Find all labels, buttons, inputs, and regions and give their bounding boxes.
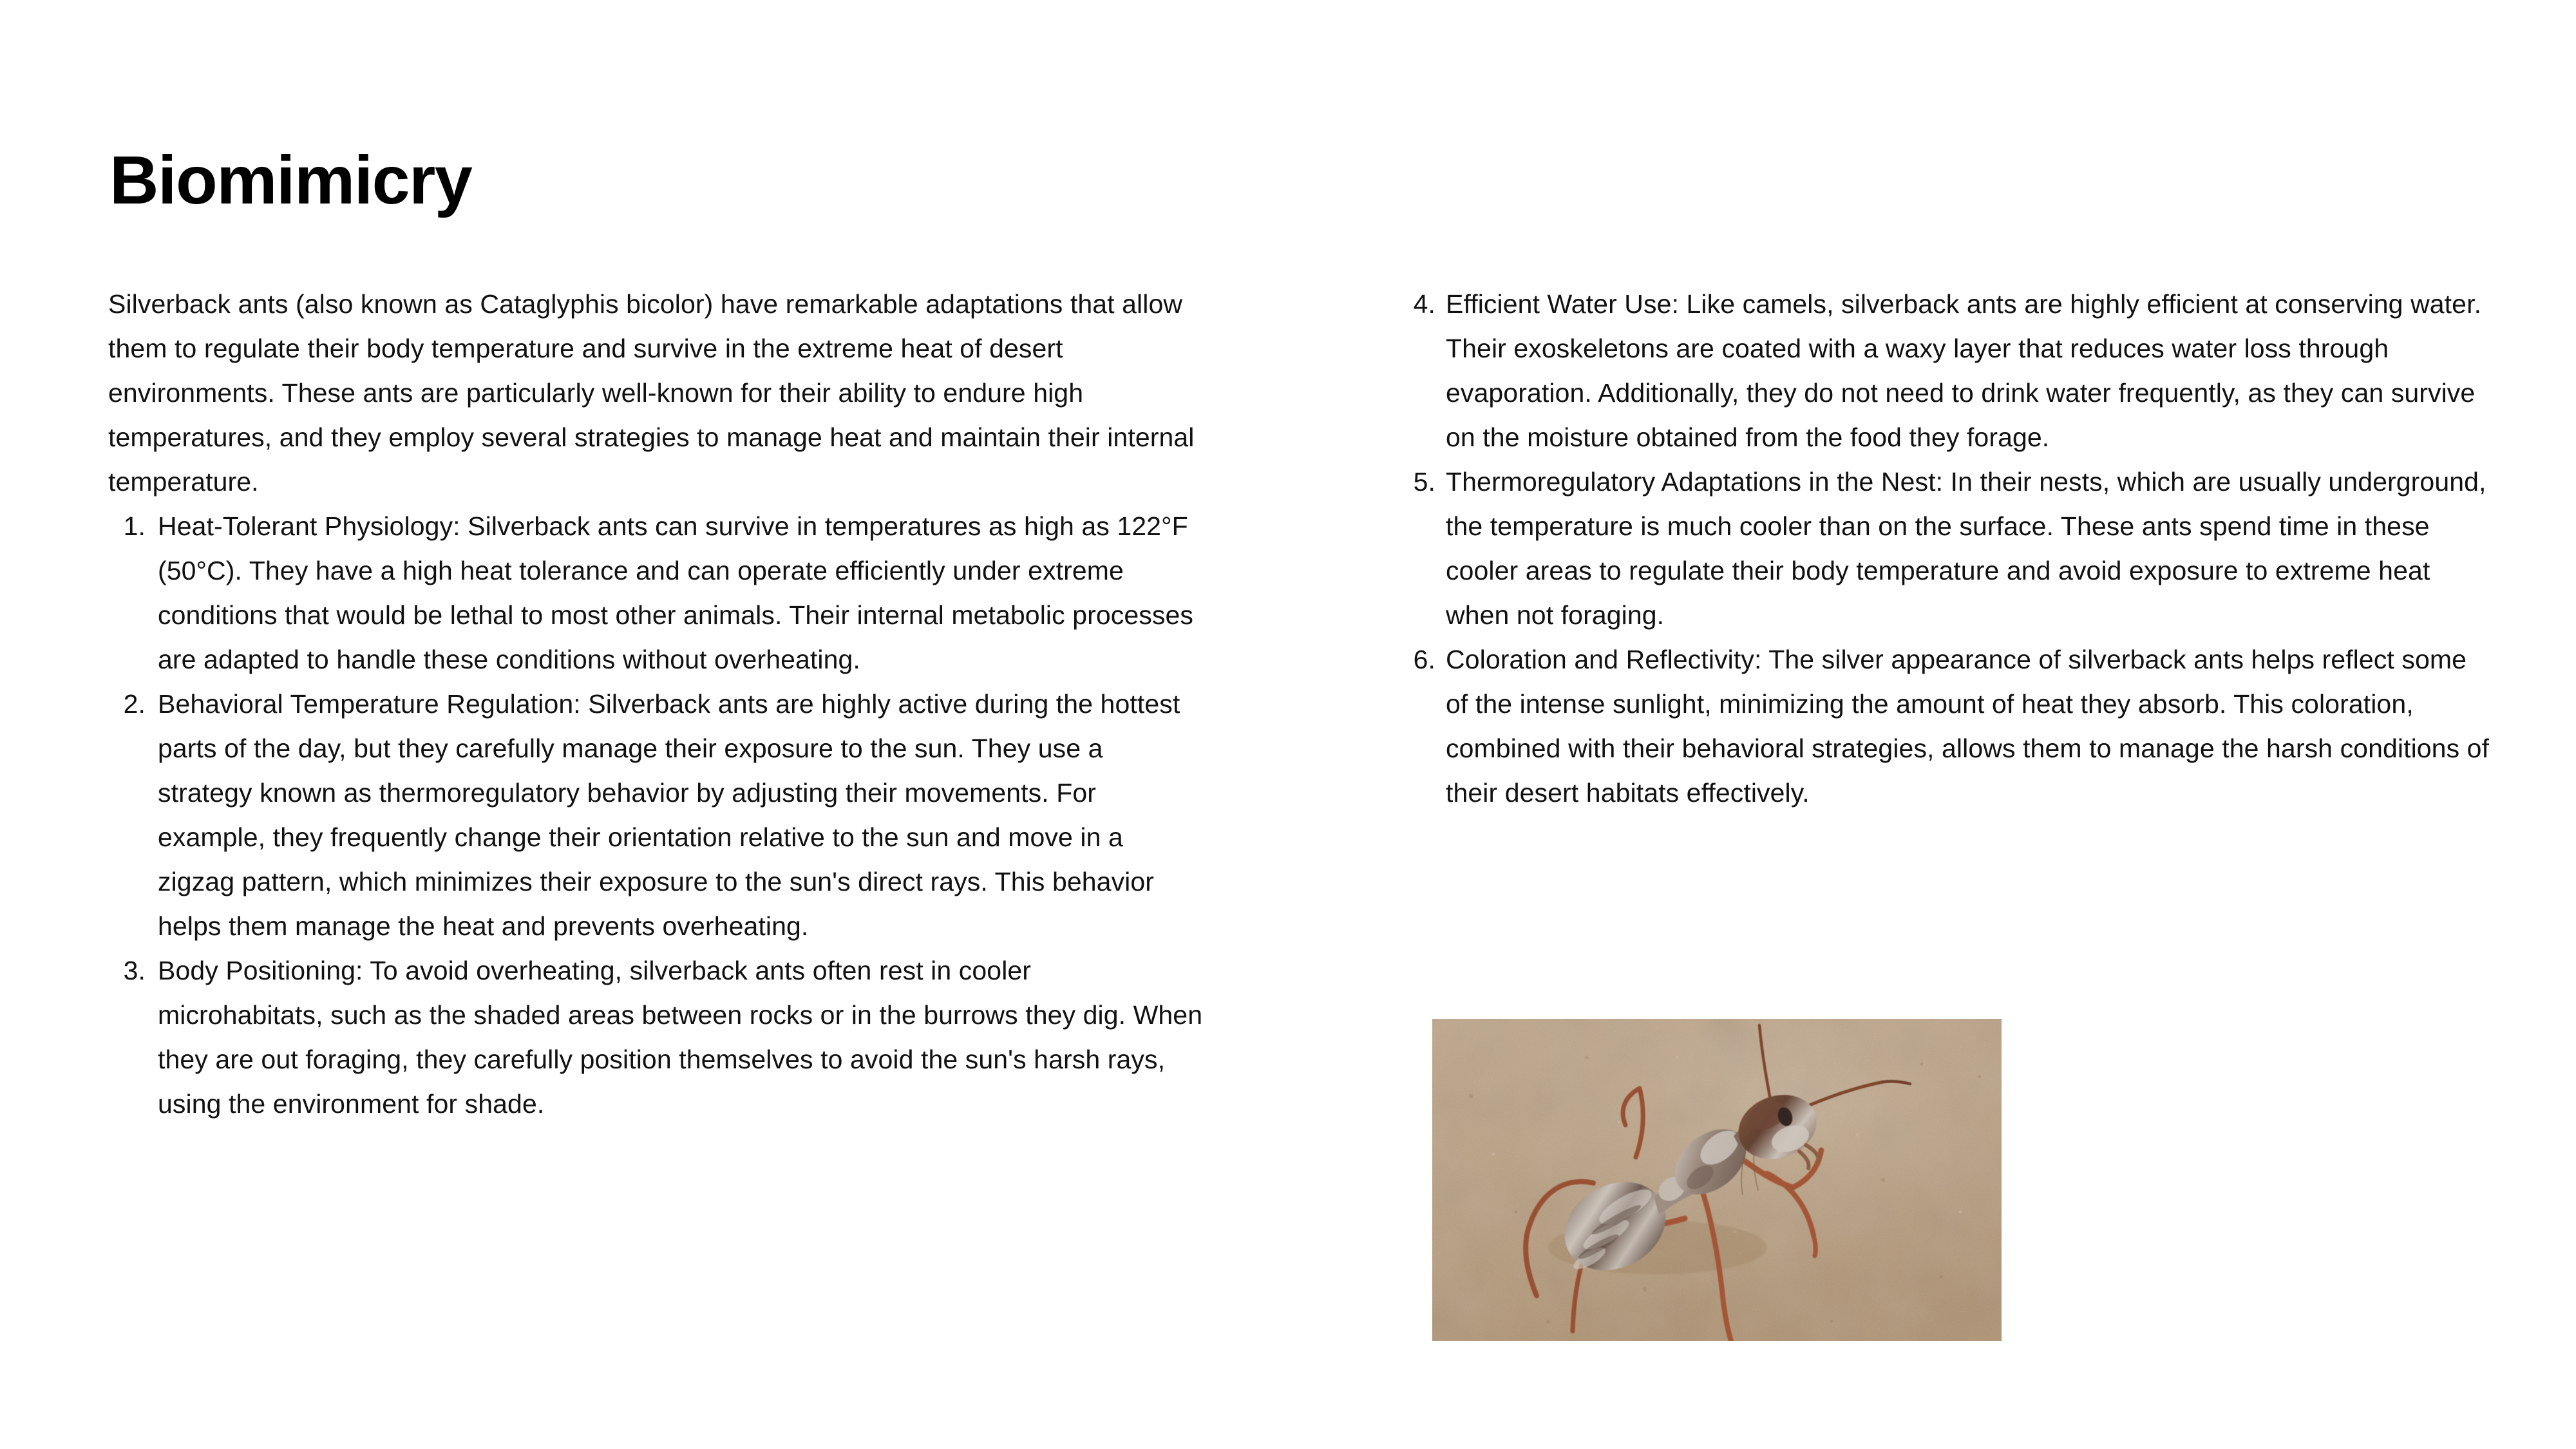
list-marker: 2. [123,689,146,719]
silverback-ant-photo [1432,1019,2002,1341]
list-marker: 1. [123,511,146,541]
list-item [1407,282,2496,460]
right-numbered-list [1407,282,2496,815]
list-item-text: Heat-Tolerant Physiology: Silverback ants can survive in temperatures as high as 122°F (50°C). They have a high heat tolerance and can operate efficiently under extreme conditions that would be lethal to most other animals. Their internal metabolic processes are adapted to handle these conditions without overheating. [158,511,1193,674]
list-item [1407,460,2496,638]
list-marker: 5. [1413,467,1435,497]
list-item-text: Body Positioning: To avoid overheating, silverback ants often rest in cooler microhabitats, such as the shaded areas between rocks or in the burrows they dig. When they are out foraging, they carefully position themselves to avoid the sun's harsh rays, using the environment for shade. [158,956,1203,1119]
left-column [108,282,1203,1126]
list-marker: 6. [1413,645,1435,674]
list-item [108,504,1203,682]
list-item [108,682,1203,949]
list-marker: 3. [123,956,146,985]
left-numbered-list [108,504,1203,1126]
list-item-text: Coloration and Reflectivity: The silver appearance of silverback ants helps reflect some of the intense sunlight, minimizing the amount of heat they absorb. This coloration, combined with their behavioral strategies, allows them to manage the harsh conditions of their desert habitats effectively. [1446,645,2490,808]
list-marker: 4. [1413,289,1435,319]
list-item-text: Thermoregulatory Adaptations in the Nest: In their nests, which are usually underground, the temperature is much cooler than on the surface. These ants spend time in these cooler areas to regulate their body temperature and avoid exposure to extreme heat when not foraging. [1446,467,2486,630]
list-item-text: Efficient Water Use: Like camels, silverback ants are highly efficient at conserving water. Their exoskeletons are coated with a waxy layer that reduces water loss through evaporation. Additionally, they do not need to drink water frequently, as they can survive on the moisture obtained from the food they forage. [1446,289,2482,452]
intro-paragraph: Silverback ants (also known as Cataglyphis bicolor) have remarkable adaptations that allow them to regulate their body temperature and survive in the extreme heat of desert environments. These ants are particularly well-known for their ability to endure high temperatures, and they employ several strategies to manage heat and maintain their internal temperature. [108,289,1195,497]
list-item [1407,638,2496,815]
page-title: Biomimicry [109,142,472,219]
list-item [108,949,1203,1126]
ant-photo-canvas [1432,1019,2002,1341]
list-item-text: Behavioral Temperature Regulation: Silverback ants are highly active during the hottest parts of the day, but they carefully manage their exposure to the sun. They use a strategy known as thermoregulatory behavior by adjusting their movements. For example, they frequently change their orientation relative to the sun and move in a zigzag pattern, which minimizes their exposure to the sun's direct rays. This behavior helps them manage the heat and prevents overheating. [158,689,1180,941]
right-column [1407,282,2496,815]
